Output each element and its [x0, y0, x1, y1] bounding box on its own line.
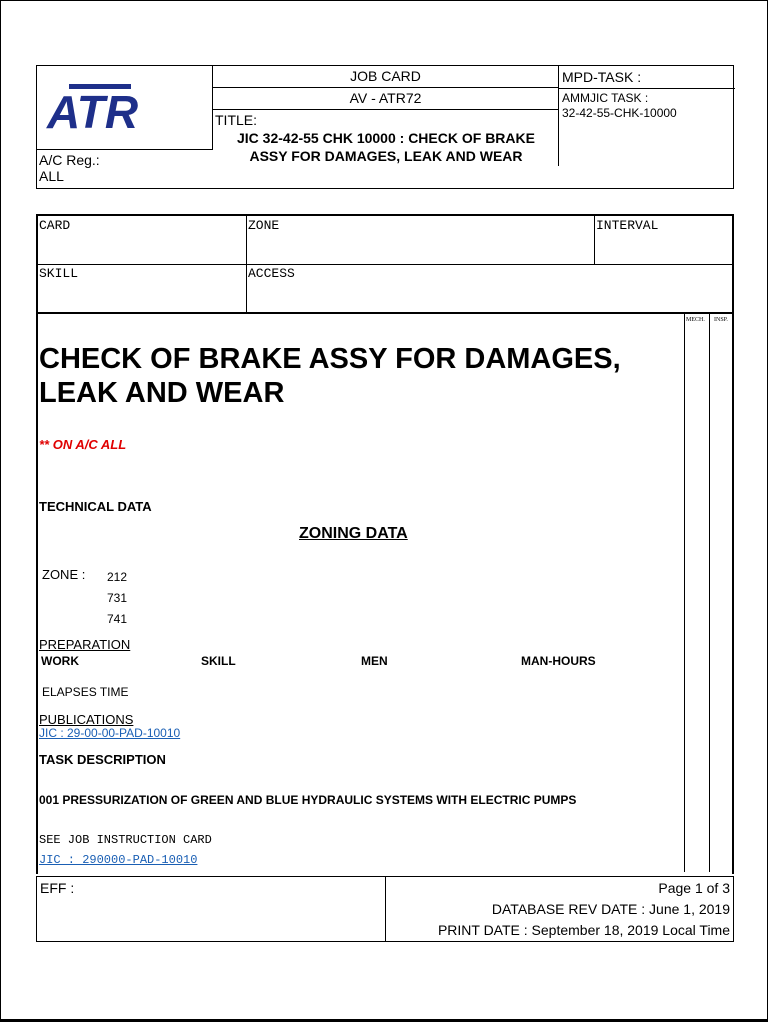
print-date: PRINT DATE : September 18, 2019 Local Time — [437, 922, 730, 938]
header-title-line2: ASSY FOR DAMAGES, LEAK AND WEAR — [249, 148, 523, 164]
page-number: Page 1 of 3 — [658, 880, 730, 896]
mpd-task-label: MPD-TASK : — [562, 69, 642, 85]
zone-item: 731 — [107, 591, 128, 605]
eff-label: EFF : — [40, 880, 75, 896]
logo-cell — [37, 66, 213, 150]
zone-list-label: ZONE : — [42, 567, 86, 582]
title-label: TITLE: — [215, 112, 258, 128]
applicability: ** ON A/C ALL — [39, 437, 127, 452]
job-card-label: JOB CARD — [213, 66, 558, 88]
insp-column-label: INSP. — [714, 317, 728, 323]
mpd-divider — [559, 88, 735, 89]
access-label: ACCESS — [248, 266, 295, 281]
prep-header-men: MEN — [361, 654, 388, 668]
prep-header-skill: SKILL — [201, 654, 236, 668]
header-title-line1: JIC 32-42-55 CHK 10000 : CHECK OF BRAKE — [237, 130, 535, 146]
footer-divider — [385, 877, 386, 941]
task-title-line2: LEAK AND WEAR — [39, 377, 285, 409]
publications-heading: PUBLICATIONS — [39, 712, 134, 727]
zone-label: ZONE — [248, 218, 280, 233]
elapses-time: ELAPSES TIME — [42, 685, 129, 699]
atr-logo — [43, 80, 153, 140]
interval-label: INTERVAL — [596, 218, 659, 233]
see-job-instruction: SEE JOB INSTRUCTION CARD — [39, 833, 212, 847]
ammjic-task-label: AMMJIC TASK : — [562, 91, 649, 105]
step-001: 001 PRESSURIZATION OF GREEN AND BLUE HYDRAULIC SYSTEMS WITH ELECTRIC PUMPS — [39, 793, 577, 807]
zone-list — [107, 567, 127, 630]
preparation-heading: PREPARATION — [39, 637, 131, 652]
ac-reg-label: A/C Reg.: — [39, 152, 100, 168]
skill-label: SKILL — [39, 266, 79, 281]
info-row-divider — [38, 264, 732, 265]
database-rev-date: DATABASE REV DATE : June 1, 2019 — [491, 901, 730, 917]
job-instruction-link[interactable]: JIC : 290000-PAD-10010 — [39, 853, 198, 867]
card-info-box — [36, 214, 734, 314]
footer — [36, 876, 734, 942]
header-middle — [213, 66, 559, 166]
ammjic-task-value: 32-42-55-CHK-10000 — [562, 106, 677, 120]
atr-logo-text: ATR — [47, 86, 139, 138]
publication-link[interactable]: JIC : 29-00-00-PAD-10010 — [39, 726, 181, 740]
aircraft-label: AV - ATR72 — [213, 88, 558, 110]
task-title-line1: CHECK OF BRAKE ASSY FOR DAMAGES, — [39, 343, 621, 375]
ac-reg — [39, 152, 100, 184]
prep-header-man-hours: MAN-HOURS — [521, 654, 596, 668]
zone-item: 741 — [107, 612, 128, 626]
task-title — [39, 342, 679, 410]
sign-off-columns — [684, 314, 710, 872]
mech-column-label: MECH. — [686, 317, 705, 323]
ac-reg-value: ALL — [39, 168, 64, 184]
prep-header-work: WORK — [41, 654, 79, 668]
zoning-data-heading: ZONING DATA — [299, 525, 408, 542]
task-description-heading: TASK DESCRIPTION — [39, 752, 166, 767]
card-label: CARD — [39, 218, 71, 233]
header-title — [213, 129, 559, 165]
technical-data-heading: TECHNICAL DATA — [39, 499, 152, 514]
info-col-divider-1 — [246, 216, 247, 312]
job-card-header — [36, 65, 734, 189]
header-right — [559, 66, 735, 166]
info-col-divider-2 — [594, 216, 595, 264]
zone-item: 212 — [107, 570, 128, 584]
